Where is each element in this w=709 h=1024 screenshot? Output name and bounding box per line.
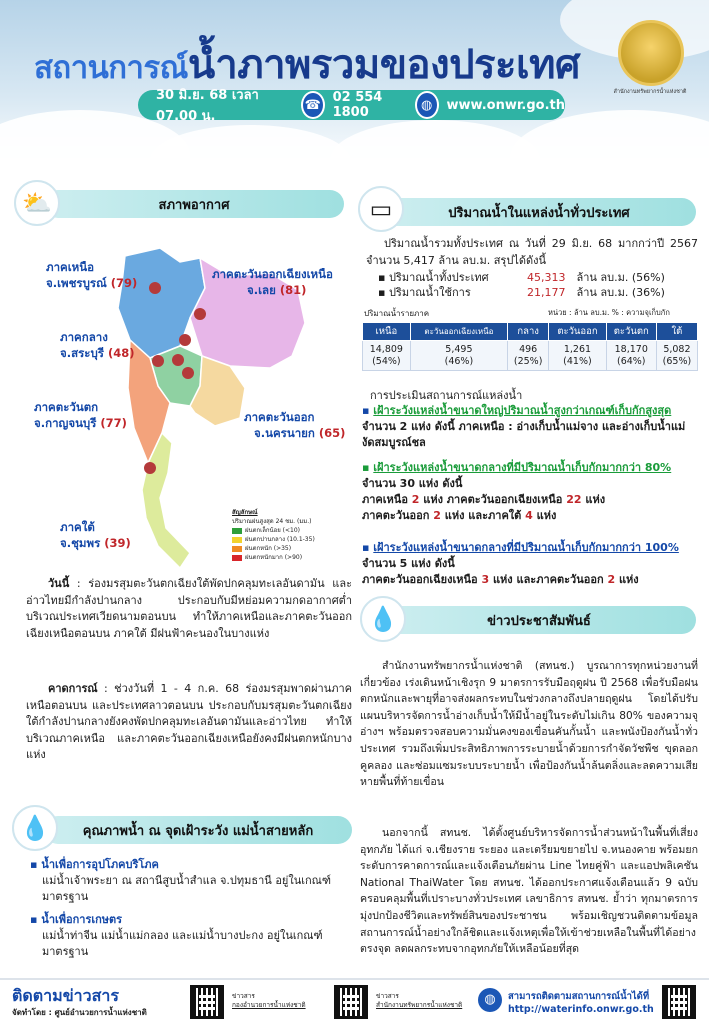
table-header-cell: ใต้: [656, 323, 697, 341]
forecast-label: คาดการณ์: [48, 682, 98, 695]
legend-item: ฝนตกหนัก (>35): [232, 544, 352, 553]
water-drop-check-icon: 💧: [12, 805, 58, 851]
table-header-cell: ตะวันตก: [606, 323, 656, 341]
title-part1: สถานการณ์: [34, 50, 188, 86]
qr-code-icon[interactable]: [190, 985, 224, 1019]
assessment-heading: เฝ้าระวังแหล่งน้ำขนาดใหญ่ปริมาณน้ำสูงกว่าเกณฑ์เก็บกักสูงสุด: [373, 404, 672, 417]
assessment-title: การประเมินสถานการณ์แหล่งน้ำ: [370, 389, 523, 402]
legend-swatch-red: [232, 555, 242, 561]
today-label: วันนี้: [48, 577, 70, 590]
cloud-shape: [150, 125, 350, 175]
info-bar: [138, 88, 565, 124]
table-row: [363, 341, 698, 371]
usable-value: 21,177: [526, 286, 566, 299]
reservoir-total-row: ▪ ปริมาณน้ำทั้งประเทศ 45,313 ล้าน ลบ.ม. (56%): [378, 271, 665, 284]
quality-item-consumption: [30, 857, 350, 905]
legend-item: ฝนตกเล็กน้อย (<10): [232, 526, 352, 535]
table-cell: 496 (25%): [508, 341, 549, 371]
legend-swatch-orange: [232, 546, 242, 552]
phone-number[interactable]: 02 554 1800: [332, 90, 383, 120]
weather-title: สภาพอากาศ: [158, 197, 230, 213]
region-province: จ.กาญจนบุรี: [34, 416, 97, 430]
reservoir-dam-icon: ▭: [358, 186, 404, 232]
table-cell: 18,170 (64%): [606, 341, 656, 371]
title-part2: น้ำภาพรวมของประเทศ: [187, 42, 580, 88]
table-header-cell: เหนือ: [363, 323, 411, 341]
legend-subtitle: ปริมาณฝนสูงสุด 24 ชม. (มม.): [232, 518, 312, 525]
region-label-central: [60, 329, 135, 361]
region-province: จ.สระบุรี: [60, 346, 104, 360]
region-province: จ.เลย: [247, 283, 276, 297]
region-name: ภาคตะวันออก: [244, 410, 315, 424]
qr2-caption: ข่าวสาร สำนักงานทรัพยากรน้ำแห่งชาติ: [376, 992, 463, 1009]
table-caption: ปริมาณน้ำรายภาค: [364, 309, 430, 318]
total-value: 45,313: [526, 271, 566, 284]
rain-cloud-marker: [172, 354, 184, 366]
region-name: ภาคกลาง: [60, 330, 108, 344]
reservoir-summary: ปริมาณน้ำรวมทั้งประเทศ ณ วันที่ 29 มิ.ย. 68 มากกว่าปี 2567 จำนวน 5,417 ล้าน ลบ.ม. สรุปได้ดังนี้: [366, 237, 698, 267]
assessment-text: จำนวน 5 แห่ง ดังนี้: [362, 557, 455, 570]
qr-code-icon[interactable]: [334, 985, 368, 1019]
page-title: [34, 32, 580, 96]
legend-item: ฝนตกปานกลาง (10.1-35): [232, 535, 352, 544]
quality-title: คุณภาพน้ำ ณ จุดเฝ้าระวัง แม่น้ำสายหลัก: [82, 823, 314, 839]
regional-water-table: [362, 322, 698, 371]
assessment-text: จำนวน 2 แห่ง ดังนี้ ภาคเหนือ : อ่างเก็บน้ำแม่จาง และอ่างเก็บน้ำแม่งัดสมบูรณ์ชล: [362, 420, 686, 449]
total-unit: ล้าน ลบ.ม. (56%): [576, 271, 665, 284]
rain-cloud-marker: [152, 355, 164, 367]
reservoir-usable-row: ▪ ปริมาณน้ำใช้การ 21,177 ล้าน ลบ.ม. (36%): [378, 286, 665, 299]
quality-item-text: แม่น้ำเจ้าพระยา ณ สถานีสูบน้ำสำแล จ.ปทุมธานี อยู่ในเกณฑ์มาตรฐาน: [42, 874, 332, 903]
region-label-east: [244, 409, 345, 441]
legend-swatch-green: [232, 528, 242, 534]
region-province: จ.นครนายก: [254, 426, 315, 440]
region-province: จ.เพชรบูรณ์: [46, 276, 107, 290]
cloud-shape: [330, 120, 540, 175]
region-value: (39): [104, 536, 131, 550]
table-cell: 5,495 (46%): [410, 341, 507, 371]
region-name: ภาคใต้: [60, 520, 95, 534]
assessment-heading: เฝ้าระวังแหล่งน้ำขนาดกลางที่มีปริมาณน้ำเก็บกักมากกว่า 100%: [373, 541, 679, 554]
footer-producer: จัดทำโดย : ศูนย์อำนวยการน้ำแห่งชาติ: [12, 1008, 147, 1017]
weather-forecast-paragraph: [26, 681, 352, 764]
assessment-heading: เฝ้าระวังแหล่งน้ำขนาดกลางที่มีปริมาณน้ำเก็บกักมากกว่า 80%: [373, 461, 672, 474]
qr1-caption: ข่าวสาร กองอำนวยการน้ำแห่งชาติ: [232, 992, 306, 1009]
globe-icon: ◍: [478, 988, 502, 1012]
total-label: ปริมาณน้ำทั้งประเทศ: [388, 271, 489, 284]
weather-section-header: [44, 190, 344, 218]
weather-cloud-sun-icon: ⛅: [14, 180, 60, 226]
region-value: (81): [279, 283, 307, 297]
region-label-west: [34, 399, 127, 431]
news-paragraph-1: สำนักงานทรัพยากรน้ำแห่งชาติ (สทนช.) บูรณาการทุกหน่วยงานที่เกี่ยวข้อง เร่งเดินหน้าเชิงรุก 9 มาตรการรับมือฤดูฝน ปี 2568 เพื่อรับมือฝนตกหนักและพายุที่อาจส่งผลกระทบในช่วงกลางถึงปลายฤดูฝน โดยได้ปรับแผนบริหารจัดการน้ำอ่างเก็บน้ำให้มีน้ำอยู่ในระดับไม่เกิน 80% ของความจุอ่างฯ พร้อมตรวจสอบความมั่นคงของเขื่อนคันกั้นน้ำ และพนังป้องกันน้ำทั่วประเทศ รวมถึงเพิ่มประสิทธิภาพการระบายน้ำด้วยการกำจัดวัชพืช ขุดลอกคูคลอง และซ่อมแซมระบบระบายน้ำ เพื่อป้องกันน้ำล้นตลิ่งและลดความเสียหายพื้นที่ท้ายเขื่อน: [360, 660, 698, 789]
rain-cloud-marker: [179, 334, 191, 346]
region-label-south: [60, 519, 131, 551]
reservoir-section-header: [382, 198, 696, 226]
table-unit: หน่วย : ล้าน ลบ.ม. % : ความจุเก็บกัก: [548, 308, 670, 317]
forecast-text: : ช่วงวันที่ 1 - 4 ก.ค. 68 ร่องมรสุมพาดผ่านภาคเหนือตอนบน และประเทศลาวตอนบน ประกอบกับมรสุมตะวันตกเฉียงใต้กำลังปานกลางยังคงพัดปกคลุมทะเลอันดามันและอ่าวไทย ทำให้บริเวณภาคเหนือ และภาคตะวันออกเฉียงเหนือยังคงมีฝนตกหนักบางแห่ง: [26, 682, 352, 761]
quality-item-agriculture: [30, 912, 350, 960]
assessment-text: จำนวน 30 แห่ง ดังนี้: [362, 477, 463, 490]
rain-legend: [232, 508, 352, 562]
news-paragraph-2: นอกจากนี้ สทนช. ได้ตั้งศูนย์บริหารจัดการน้ำส่วนหน้าในพื้นที่เสี่ยงอุทกภัย ได้แก่ จ.เชียงราย ระยอง และเตรียมขยายไป จ.หนองคาย พร้อมยกระดับการคาดการณ์และแจ้งเตือนภัยผ่าน Line ไทยคู่ฟ้า และแอปพลิเคชัน National ThaiWater โดย สทนช. ได้ออกประกาศแจ้งเตือนแล้ว 9 ฉบับ ครอบคลุมพื้นที่เปราะบางทั่วประเทศ เลขาธิการ สทนช. ย้ำว่า ทุกมาตรการมุ่งปกป้องชีวิตและทรัพย์สินของประชาชน พร้อมเชิญชวนติดตามข้อมูลสถานการณ์น้ำอย่างใกล้ชิดและแจ้งเหตุเพื่อให้เข้าช่วยเหลือในพื้นที่ได้อย่างตรงจุด ลดผลกระทบจากอุทกภัยให้เหลือน้อยที่สุด: [360, 827, 698, 956]
assessment-item-large: ▪ เฝ้าระวังแหล่งน้ำขนาดใหญ่ปริมาณน้ำสูงกว่าเกณฑ์เก็บกักสูงสุด จำนวน 2 แห่ง ดังนี้ ภาคเหนือ : อ่างเก็บน้ำแม่จาง และอ่างเก็บน้ำแม่งัดสมบูรณ์ชล: [362, 404, 686, 449]
region-label-northeast: [212, 266, 333, 298]
reservoir-title: ปริมาณน้ำในแหล่งน้ำทั่วประเทศ: [448, 205, 630, 221]
table-header-cell: ตะวันออก: [549, 323, 606, 341]
table-cell: 1,261 (41%): [549, 341, 606, 371]
region-value: (48): [107, 346, 135, 360]
news-section-header: [382, 606, 696, 634]
quality-item-heading: ▪ น้ำเพื่อการเกษตร: [30, 913, 123, 926]
table-header-row: [363, 323, 698, 341]
table-cell: 14,809 (54%): [363, 341, 411, 371]
footer-title: ติดตามข่าวสาร: [12, 986, 119, 1005]
weather-today-paragraph: [26, 576, 352, 642]
usable-label: ปริมาณน้ำใช้การ: [388, 286, 471, 299]
region-province: จ.ชุมพร: [60, 536, 101, 550]
today-text: : ร่องมรสุมตะวันตกเฉียงใต้พัดปกคลุมทะเลอันดามัน และอ่าวไทยมีกำลังปานกลาง ประกอบกับมีหย่อมความกดอากาศต่ำบริเวณประเทศเวียดนามตอนบน ทำให้ภาคเหนือและภาคตะวันออกเฉียงเหนือตอนบน ภาคใต้ มีฝนฟ้าคะนองในบางแห่ง: [26, 577, 352, 640]
region-name: ภาคตะวันตก: [34, 400, 99, 414]
assessment-item-medium-80: ▪ เฝ้าระวังแหล่งน้ำขนาดกลางที่มีปริมาณน้ำเก็บกักมากกว่า 80% จำนวน 30 แห่ง ดังนี้ ภาคเหนือ 2 แห่ง ภาคตะวันออกเฉียงเหนือ 22 แห่ง ภาคตะวันออก 2 แห่ง และภาคใต้ 4 แห่ง: [362, 461, 672, 522]
region-value: (79): [110, 276, 138, 290]
rain-cloud-marker: [182, 367, 194, 379]
globe-icon: ◍: [415, 91, 439, 119]
usable-unit: ล้าน ลบ.ม. (36%): [576, 286, 665, 299]
date-time: 30 มิ.ย. 68 เวลา 07.00 น.: [156, 88, 259, 124]
logo-caption: สำนักงานทรัพยากรน้ำแห่งชาติ: [613, 89, 687, 95]
rain-cloud-marker: [149, 282, 161, 294]
web-url-link[interactable]: http://waterinfo.onwr.go.th: [508, 1004, 654, 1015]
table-cell: 5,082 (65%): [656, 341, 697, 371]
assessment-item-medium-100: ▪ เฝ้าระวังแหล่งน้ำขนาดกลางที่มีปริมาณน้ำเก็บกักมากกว่า 100% จำนวน 5 แห่ง ดังนี้ ภาคตะวันออกเฉียงเหนือ 3 แห่ง และภาคตะวันออก 2 แห่ง: [362, 541, 679, 586]
table-header-cell: กลาง: [508, 323, 549, 341]
table-header-cell: ตะวันออกเฉียงเหนือ: [410, 323, 507, 341]
legend-title: สัญลักษณ์: [232, 509, 258, 516]
region-value: (65): [318, 426, 346, 440]
quality-item-heading: ▪ น้ำเพื่อการอุปโภคบริโภค: [30, 858, 159, 871]
news-title: ข่าวประชาสัมพันธ์: [487, 613, 591, 629]
region-name: ภาคเหนือ: [46, 260, 95, 274]
legend-swatch-yellow: [232, 537, 242, 543]
rain-cloud-marker: [194, 308, 206, 320]
legend-item: ฝนตกหนักมาก (>90): [232, 553, 352, 562]
quality-section-header: [44, 816, 352, 844]
hand-water-drop-icon: 💧: [360, 596, 406, 642]
rain-cloud-marker: [144, 462, 156, 474]
phone-icon: ☎: [301, 91, 325, 119]
region-value: (77): [100, 416, 127, 430]
region-name: ภาคตะวันออกเฉียงเหนือ: [212, 267, 333, 281]
website-link[interactable]: www.onwr.go.th: [446, 97, 565, 113]
quality-item-text: แม่น้ำท่าจีน แม่น้ำแม่กลอง และแม่น้ำบางปะกง อยู่ในเกณฑ์มาตรฐาน: [42, 929, 323, 958]
region-label-north: [46, 259, 137, 291]
onwr-logo-icon: [618, 20, 684, 86]
footer: [0, 978, 709, 1024]
qr-code-icon[interactable]: [662, 985, 696, 1019]
web-label: สามารถติดตามสถานการณ์น้ำได้ที่: [508, 991, 650, 1002]
